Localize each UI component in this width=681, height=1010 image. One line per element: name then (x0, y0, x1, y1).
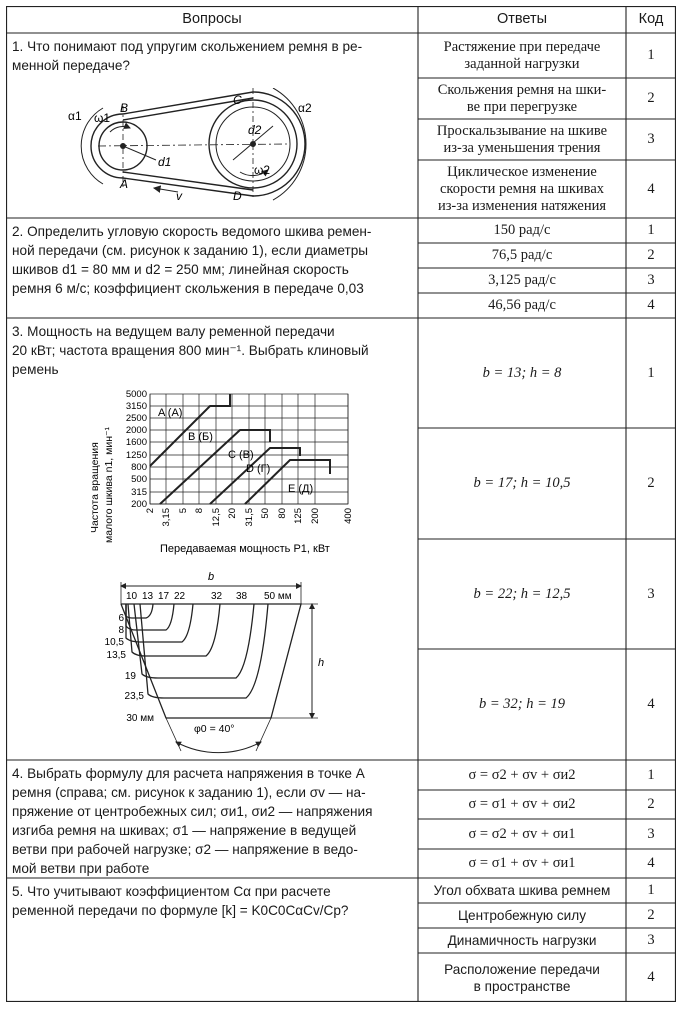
q4-code-3: 3 (647, 825, 655, 842)
question-2: 2. Определить угловую скорость ведомого шкива ремен- ной передачи (см. рисунок к заданию 1), если диаметры шкивов d1 = 80 мм и d2 = 250 мм; линейная скорость ремня 6 м/с; коэффициент скольжения в передаче 0,03 (12, 224, 372, 296)
profile-height: 10,5 (104, 637, 124, 648)
profile-width: 10 (126, 591, 138, 602)
label-omega2: ω2 (254, 163, 271, 177)
q5-code-1: 1 (647, 882, 655, 898)
q5-answer-2[interactable]: Центробежную силу (458, 908, 586, 923)
q5-answer-1[interactable]: Угол обхвата шкива ремнем (433, 883, 611, 898)
profile-width: 38 (236, 591, 248, 602)
chart-ylabel-1: Частота вращения (89, 442, 101, 533)
profile-angle-label: φ0 = 40° (194, 723, 235, 735)
q5-code-2: 2 (647, 907, 655, 923)
xtick-label: 200 (310, 508, 321, 524)
xtick-label: 31,5 (244, 508, 255, 527)
q5-code-4: 4 (647, 969, 655, 985)
profile-b-label: b (208, 571, 215, 583)
label-v: v (176, 189, 182, 203)
question-1: 1. Что понимают под упругим скольжением ремня в ре- менной передаче? (12, 39, 363, 73)
q3-code-4: 4 (647, 696, 655, 712)
q3-code-1: 1 (647, 364, 655, 381)
q4-code-4: 4 (647, 855, 655, 871)
ytick-label: 1250 (125, 450, 147, 461)
xtick-label: 125 (293, 508, 304, 524)
question-4: 4. Выбрать формулу для расчета напряжения в точке A ремня (справа; см. рисунок к заданию 1), если σv — на- пряжение от центробежных сил; σи1, σи2 — напряжения изгиба ремня на шкивах; σ1 — напряжение в ведущей ветви при рабочей нагрузке; σ2 — напряжение в ведо- мой ветви при работе (12, 766, 373, 876)
belt-drive-figure (58, 88, 318, 208)
q4-answer-4[interactable]: σ = σ1 + σv + σи1 (468, 855, 576, 871)
q4-answer-2[interactable]: σ = σ1 + σv + σи2 (468, 796, 576, 812)
ytick-label: 200 (131, 499, 147, 510)
xtick-label: 12,5 (211, 508, 222, 527)
profile-height: 13,5 (106, 650, 126, 661)
profile-height: 8 (118, 625, 124, 636)
label-B: B (120, 101, 129, 115)
xtick-label: 5 (178, 508, 189, 514)
xtick-label: 20 (227, 508, 238, 519)
xtick-label: 3,15 (161, 508, 172, 527)
xtick-label: 80 (277, 508, 288, 519)
q3-answer-3[interactable]: b = 22; h = 12,5 (473, 585, 571, 602)
header-code: Код (638, 11, 664, 27)
q3-code-3: 3 (647, 585, 655, 602)
q2-answer-4[interactable]: 46,56 рад/с (488, 297, 556, 313)
ytick-label: 2500 (125, 413, 147, 424)
zone-C: C (B) (228, 449, 254, 461)
profile-h-label: h (318, 657, 325, 669)
q5-code-3: 3 (647, 932, 655, 948)
zone-E: E (Д) (288, 483, 314, 495)
q2-code-2: 2 (647, 247, 655, 263)
label-alpha2: α2 (298, 101, 312, 115)
ytick-label: 2000 (125, 425, 147, 436)
zone-D: D (Г) (246, 463, 271, 475)
xtick-label: 2 (145, 508, 156, 514)
profile-height: 23,5 (124, 691, 144, 702)
q3-answer-2[interactable]: b = 17; h = 10,5 (473, 475, 571, 491)
q3-answer-4[interactable]: b = 32; h = 19 (478, 696, 566, 712)
profile-width: 17 (158, 591, 170, 602)
q1-code-4: 4 (647, 180, 655, 197)
chart-xlabel: Передаваемая мощность P1, кВт (160, 543, 330, 555)
v-belt-profile-figure (96, 566, 356, 756)
q2-answer-1[interactable]: 150 рад/с (493, 222, 551, 238)
q2-code-4: 4 (647, 297, 655, 313)
profile-height: 6 (118, 613, 124, 624)
q1-answer-1[interactable]: Растяжение при передаче заданной нагрузки (443, 38, 601, 72)
question-3: 3. Мощность на ведущем валу ременной передачи 20 кВт; частота вращения 800 мин⁻¹. Выбрать клиновый ремень (12, 324, 369, 377)
q3-code-2: 2 (647, 475, 655, 491)
label-D: D (233, 189, 242, 203)
q5-answer-3[interactable]: Динамичность нагрузки (447, 933, 597, 948)
header-questions: Вопросы (182, 11, 242, 27)
ytick-label: 800 (131, 462, 147, 473)
ytick-label: 500 (131, 474, 147, 485)
q1-answer-4[interactable]: Циклическое изменение скорости ремня на шкивах из-за изменения натяжения (437, 163, 607, 214)
header-answers: Ответы (496, 11, 548, 27)
label-d1: d1 (158, 155, 172, 169)
q4-answer-1[interactable]: σ = σ2 + σv + σи2 (468, 766, 576, 783)
zone-B: B (Б) (188, 431, 213, 443)
q2-code-1: 1 (647, 222, 655, 238)
label-C: C (233, 93, 242, 107)
label-omega1: ω1 (94, 111, 111, 125)
profile-width: 22 (174, 591, 186, 602)
q3-answer-1[interactable]: b = 13; h = 8 (482, 364, 562, 381)
q1-answer-3[interactable]: Проскальзывание на шкиве из-за уменьшения трения (436, 122, 608, 156)
test-table (6, 6, 676, 1002)
question-5: 5. Что учитывают коэффициентом Cα при расчете ременной передачи по формуле [k] = K0C0CαCv/Cp? (12, 884, 349, 918)
profile-width: 13 (142, 591, 154, 602)
q1-answer-2[interactable]: Скольжения ремня на шки- ве при перегрузке (437, 81, 607, 115)
xtick-label: 400 (343, 508, 354, 524)
label-alpha1: α1 (68, 109, 82, 123)
xtick-label: 8 (194, 508, 205, 514)
q4-code-1: 1 (647, 766, 655, 783)
profile-width: 50 мм (264, 591, 292, 602)
q1-code-2: 2 (647, 90, 655, 106)
q4-answer-3[interactable]: σ = σ2 + σv + σи1 (468, 825, 576, 842)
belt-selection-chart (80, 388, 370, 558)
zone-A: A (A) (158, 407, 183, 419)
xtick-label: 50 (260, 508, 271, 519)
q4-code-2: 2 (647, 796, 655, 812)
chart-ylabel-2: малого шкива n1, мин⁻¹ (103, 426, 115, 543)
label-A: A (120, 177, 129, 191)
ytick-label: 1600 (125, 437, 147, 448)
q2-answer-2[interactable]: 76,5 рад/с (491, 247, 553, 263)
profile-width: 32 (211, 591, 223, 602)
label-d2: d2 (248, 123, 262, 137)
q2-code-3: 3 (647, 272, 655, 288)
ytick-label: 315 (131, 487, 147, 498)
q2-answer-3[interactable]: 3,125 рад/с (488, 272, 556, 288)
profile-height: 30 мм (126, 713, 154, 724)
q1-code-1: 1 (647, 47, 655, 63)
ytick-label: 5000 (125, 389, 147, 400)
q5-answer-4[interactable]: Расположение передачи в пространстве (444, 961, 600, 994)
ytick-label: 3150 (125, 401, 147, 412)
q1-code-3: 3 (647, 131, 655, 147)
profile-height: 19 (124, 671, 136, 682)
